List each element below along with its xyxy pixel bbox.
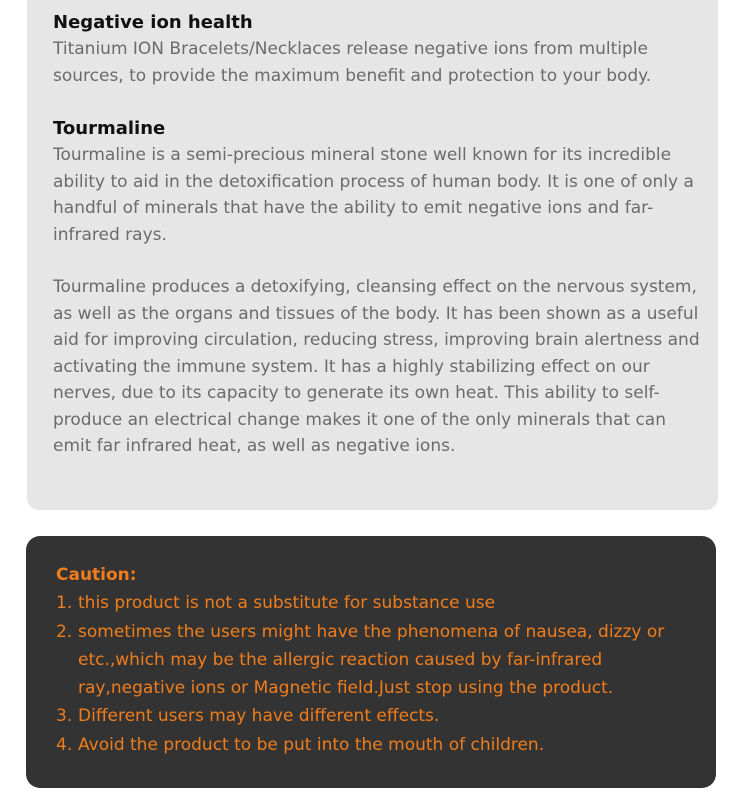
caution-item-number: 2. [56, 621, 73, 642]
section-spacer [53, 89, 703, 116]
info-card [27, 0, 718, 510]
caution-card [26, 536, 716, 788]
caution-item [56, 731, 696, 759]
caution-item-number: 4. [56, 734, 73, 755]
tourmaline-body-2: Tourmaline produces a detoxifying, cleansing effect on the nervous system, as well as the organs and tissues of the body. It has been shown as a useful aid for improving circulation, reducing stress, improving brain alertness and activating the immune system. It has a highly stabilizing effect on our nerves, due to its capacity to generate its own heat. This ability to self-produce an electrical change makes it one of the only minerals that can emit far infrared heat, as well as negative ions. [53, 277, 700, 456]
caution-item [56, 589, 696, 617]
caution-content [56, 561, 696, 759]
caution-item [56, 618, 696, 703]
caution-item-text: Different users may have different effects. [78, 706, 440, 727]
caution-item-number: 3. [56, 706, 73, 727]
caution-item-text: Avoid the product to be put into the mouth of children. [78, 734, 545, 755]
negative-ion-body: Titanium ION Bracelets/Necklaces release negative ions from multiple sources, to provide the maximum benefit and protection to your body. [53, 39, 652, 86]
caution-item [56, 702, 696, 730]
info-content [53, 10, 703, 460]
caution-item-text: sometimes the users might have the phenomena of nausea, dizzy or etc.,which may be the allergic reaction caused by far-infrared ray,negative ions or Magnetic field.Just stop using the product. [78, 621, 665, 699]
tourmaline-heading: Tourmaline [53, 118, 166, 139]
caution-title: Caution: [56, 565, 137, 585]
tourmaline-body-1: Tourmaline is a semi-precious mineral stone well known for its incredible ability to aid in the detoxification process of human body. It is one of only a handful of minerals that have the ability to emit negative ions and far-infrared rays. [53, 145, 694, 245]
caution-list [56, 589, 696, 759]
paragraph-spacer [53, 248, 703, 274]
caution-item-text: this product is not a substitute for substance use [78, 593, 496, 614]
negative-ion-heading: Negative ion health [53, 12, 253, 33]
caution-item-number: 1. [56, 593, 73, 614]
